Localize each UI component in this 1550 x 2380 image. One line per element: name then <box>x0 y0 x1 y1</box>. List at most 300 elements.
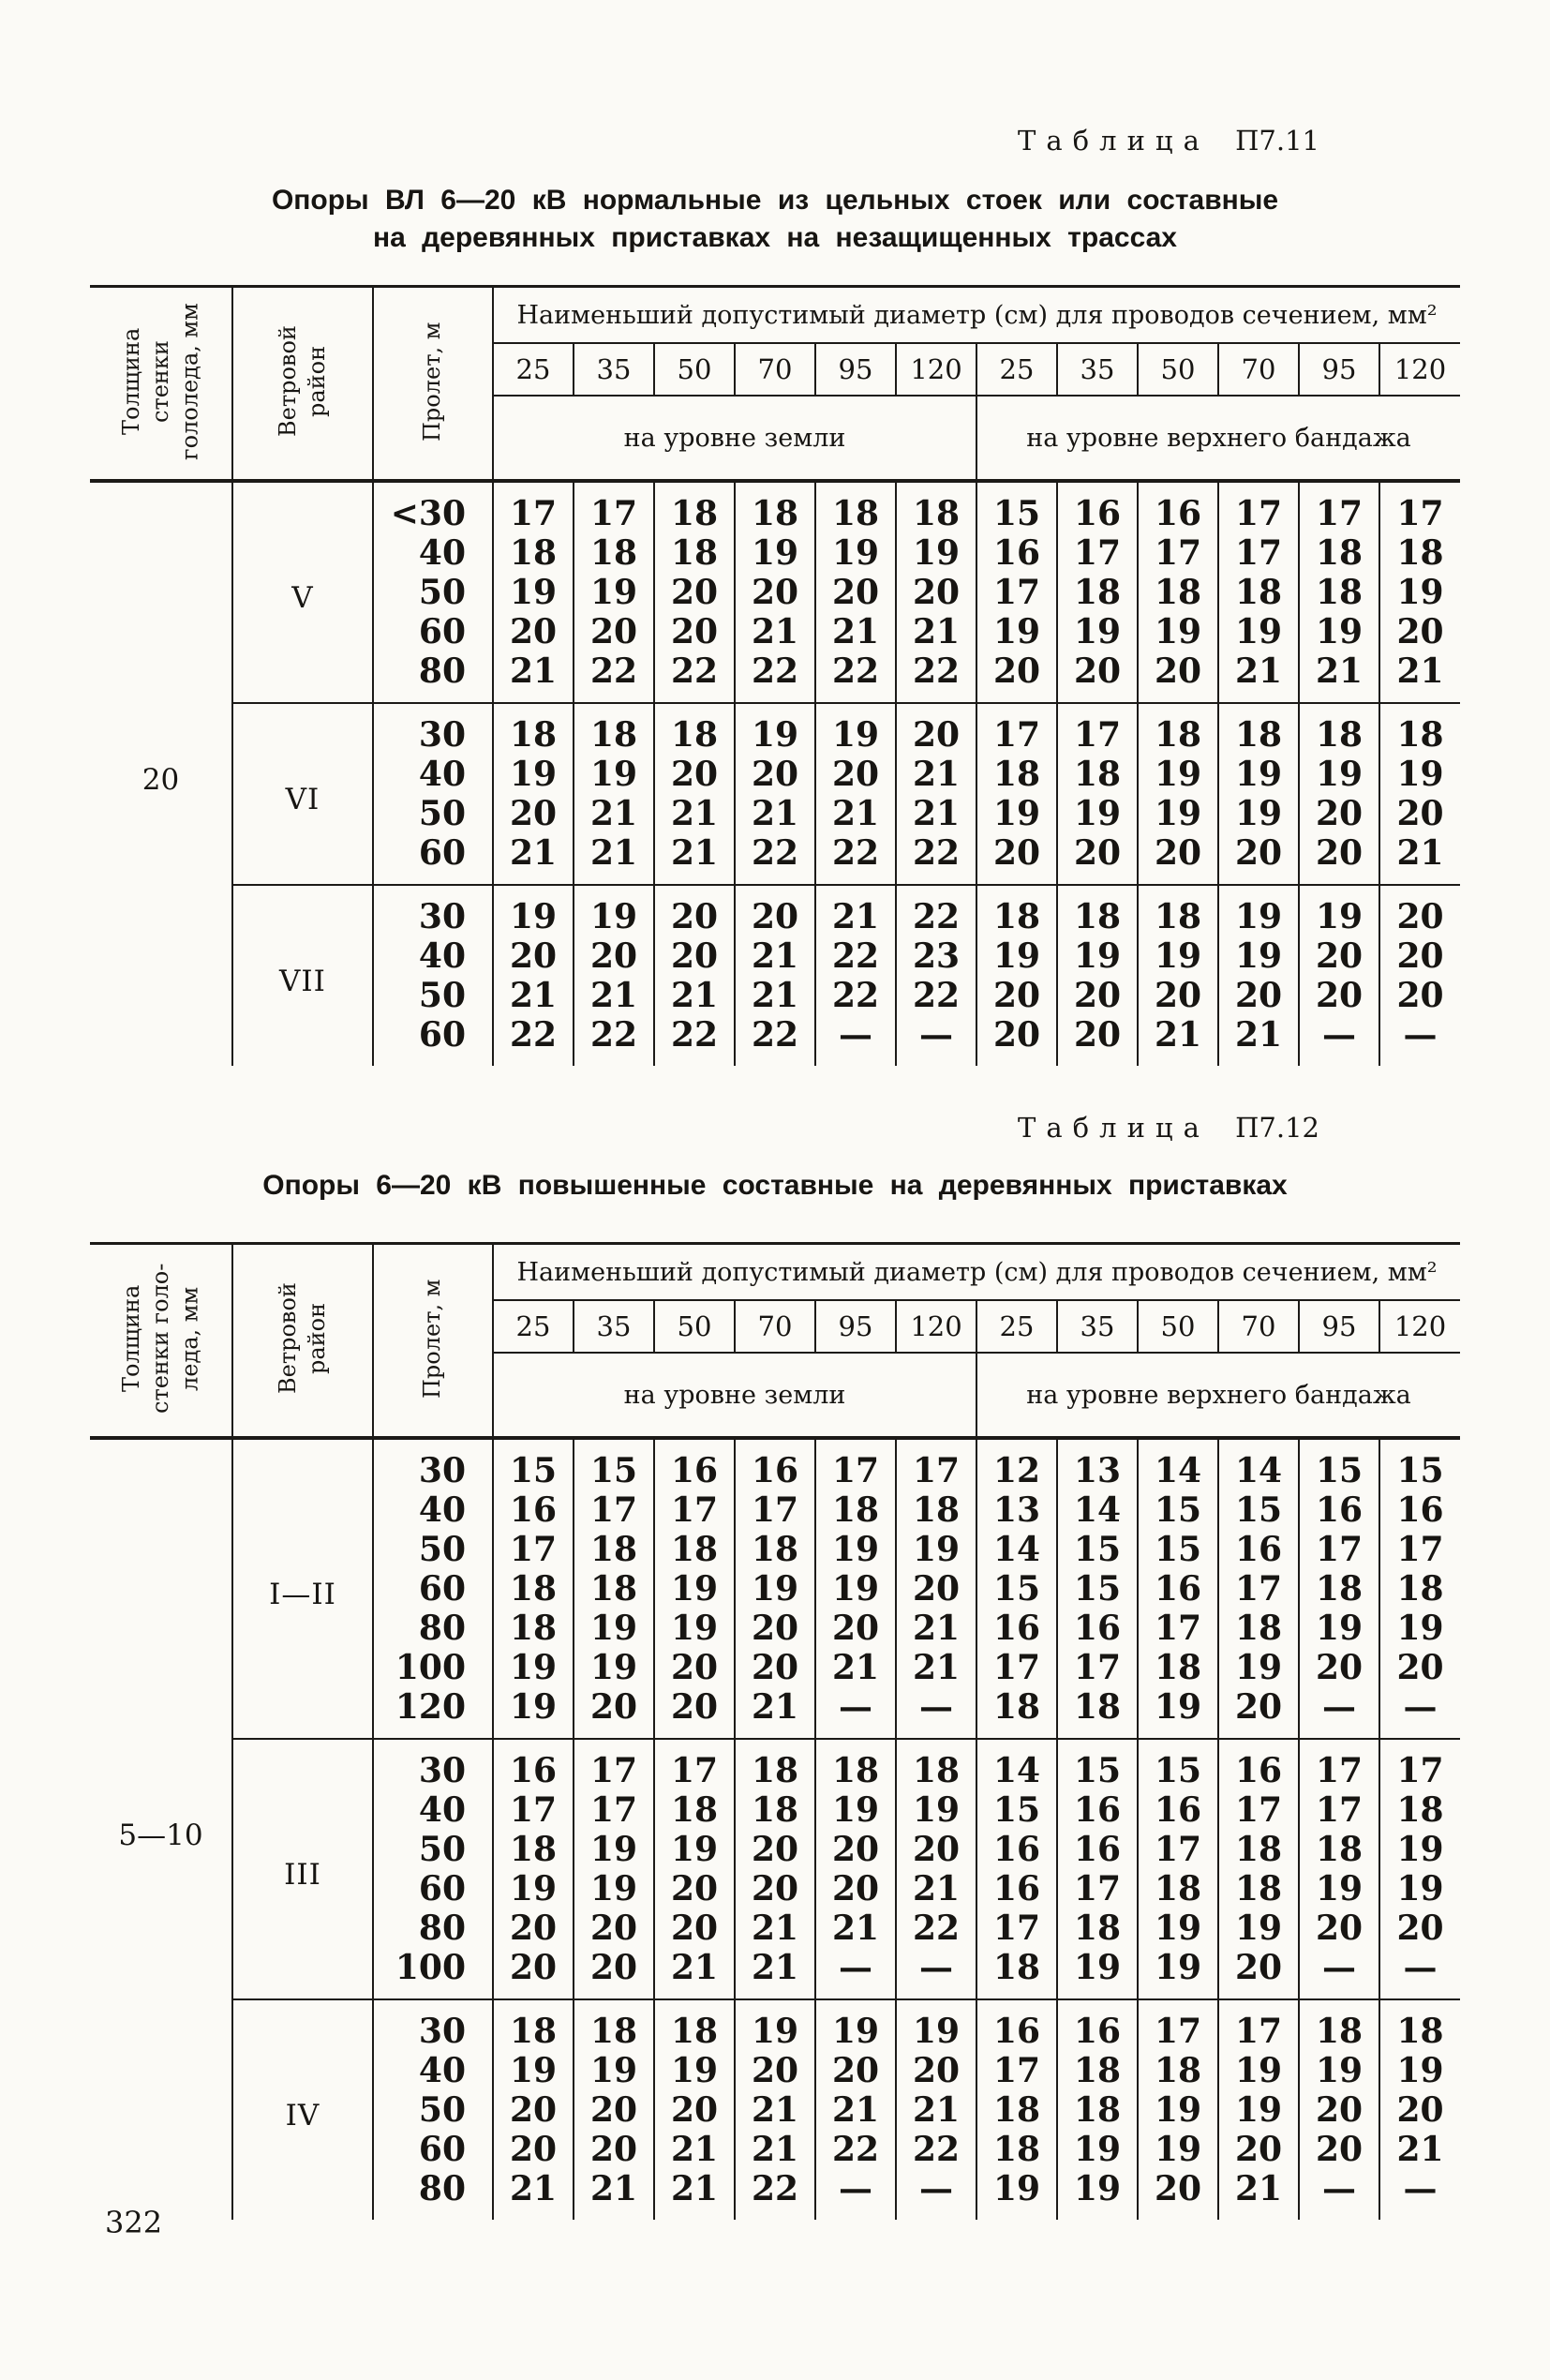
diameter-value: 19 <box>1299 755 1379 794</box>
diameter-value: 18 <box>493 533 574 573</box>
span-value: 50 <box>373 976 493 1015</box>
diameter-value: 17 <box>976 573 1057 612</box>
diameter-value: 17 <box>1218 1790 1299 1830</box>
diameter-value: 20 <box>1057 651 1138 703</box>
diameter-value: 21 <box>896 1869 976 1908</box>
diameter-value: 21 <box>735 936 815 976</box>
diameter-value: 22 <box>493 1015 574 1066</box>
col-header-diameter: Наименьший допустимый диаметр (см) для проводов сечением, мм² <box>493 287 1460 344</box>
diameter-value: 20 <box>896 1830 976 1869</box>
diameter-value: 17 <box>574 1490 654 1530</box>
diameter-value: 21 <box>1379 651 1460 703</box>
diameter-value: 20 <box>1379 885 1460 936</box>
diameter-value: 14 <box>1057 1490 1138 1530</box>
diameter-value: 19 <box>1138 936 1218 976</box>
table2-title <box>90 1167 1460 1205</box>
diameter-value: 17 <box>1138 533 1218 573</box>
span-value: 30 <box>373 703 493 755</box>
diameter-value: 20 <box>896 1569 976 1609</box>
diameter-value: 20 <box>735 1830 815 1869</box>
diameter-value: 17 <box>1138 1999 1218 2051</box>
diameter-value: 18 <box>1057 755 1138 794</box>
diameter-value: 20 <box>815 2051 896 2090</box>
size-header: 70 <box>1218 343 1299 396</box>
diameter-value: 19 <box>493 2051 574 2090</box>
diameter-value: 20 <box>574 936 654 976</box>
diameter-value: 18 <box>1057 2051 1138 2090</box>
diameter-value: 19 <box>1057 1948 1138 1999</box>
diameter-value: 15 <box>976 481 1057 533</box>
diameter-value: 20 <box>815 755 896 794</box>
diameter-value: 17 <box>1379 481 1460 533</box>
diameter-value: 22 <box>735 833 815 885</box>
span-value: 50 <box>373 794 493 833</box>
diameter-value: 19 <box>493 885 574 936</box>
table1-title <box>90 182 1460 257</box>
diameter-value: 21 <box>574 833 654 885</box>
diameter-value: 18 <box>1057 1908 1138 1948</box>
diameter-value: 18 <box>1138 1869 1218 1908</box>
diameter-value: 20 <box>1299 936 1379 976</box>
diameter-value: 18 <box>976 1948 1057 1999</box>
diameter-value: 18 <box>896 1739 976 1790</box>
diameter-value: 19 <box>574 573 654 612</box>
diameter-value: 18 <box>1379 703 1460 755</box>
diameter-value: 18 <box>1299 1569 1379 1609</box>
diameter-value: 17 <box>493 481 574 533</box>
diameter-value: 19 <box>735 533 815 573</box>
wind-region-value: VI <box>232 703 373 885</box>
diameter-value: 17 <box>1379 1739 1460 1790</box>
table2-label-number: П7.12 <box>1235 1112 1319 1144</box>
diameter-value: 19 <box>493 1648 574 1687</box>
diameter-value: 17 <box>1057 1869 1138 1908</box>
diameter-value: 21 <box>654 976 735 1015</box>
diameter-value: 22 <box>735 2169 815 2220</box>
diameter-value: 19 <box>1299 1869 1379 1908</box>
diameter-value: 20 <box>896 2051 976 2090</box>
diameter-value: — <box>1379 2169 1460 2220</box>
diameter-value: 17 <box>976 1908 1057 1948</box>
diameter-value: 18 <box>1379 1999 1460 2051</box>
diameter-value: 18 <box>574 1530 654 1569</box>
diameter-value: — <box>1299 2169 1379 2220</box>
diameter-value: 21 <box>735 1687 815 1739</box>
diameter-value: 20 <box>574 2130 654 2169</box>
diameter-value: 20 <box>1057 976 1138 1015</box>
diameter-value: 16 <box>976 533 1057 573</box>
diameter-value: 16 <box>1218 1530 1299 1569</box>
diameter-value: 19 <box>1138 2090 1218 2130</box>
diameter-value: 20 <box>1057 833 1138 885</box>
diameter-value: 20 <box>976 833 1057 885</box>
diameter-value: 18 <box>1218 1830 1299 1869</box>
diameter-value: 17 <box>1299 1790 1379 1830</box>
diameter-value: 19 <box>1379 1830 1460 1869</box>
diameter-value: 15 <box>976 1569 1057 1609</box>
span-value: 40 <box>373 1790 493 1830</box>
diameter-value: 21 <box>735 2090 815 2130</box>
col-header-wind-region: Ветровой район <box>232 1244 373 1439</box>
diameter-value: 18 <box>574 703 654 755</box>
diameter-value: 18 <box>1057 885 1138 936</box>
diameter-value: 20 <box>1138 651 1218 703</box>
diameter-value: 20 <box>735 885 815 936</box>
diameter-value: 18 <box>654 533 735 573</box>
diameter-value: 16 <box>1138 481 1218 533</box>
diameter-value: 21 <box>654 2169 735 2220</box>
diameter-value: 20 <box>1379 794 1460 833</box>
diameter-value: 15 <box>1057 1530 1138 1569</box>
diameter-value: 19 <box>1138 612 1218 651</box>
diameter-value: 22 <box>896 2130 976 2169</box>
diameter-value: 21 <box>654 794 735 833</box>
diameter-value: 19 <box>574 1830 654 1869</box>
diameter-value: 20 <box>574 1687 654 1739</box>
diameter-value: 18 <box>815 1739 896 1790</box>
diameter-value: 18 <box>574 1569 654 1609</box>
diameter-value: 21 <box>896 612 976 651</box>
size-header: 50 <box>654 1300 735 1353</box>
diameter-value: 18 <box>1379 1790 1460 1830</box>
diameter-value: 21 <box>896 794 976 833</box>
diameter-value: 20 <box>493 2090 574 2130</box>
diameter-value: 17 <box>815 1438 896 1490</box>
diameter-value: 21 <box>815 2090 896 2130</box>
span-value: 80 <box>373 2169 493 2220</box>
col-header-span: Пролет, м <box>373 1244 493 1439</box>
span-value: 60 <box>373 833 493 885</box>
diameter-value: 16 <box>1138 1790 1218 1830</box>
diameter-value: 18 <box>574 1999 654 2051</box>
diameter-value: 19 <box>1379 755 1460 794</box>
diameter-value: 19 <box>1218 1648 1299 1687</box>
diameter-value: 18 <box>1138 1648 1218 1687</box>
diameter-value: 18 <box>1057 1687 1138 1739</box>
diameter-value: 16 <box>976 1609 1057 1648</box>
table1-title-line1: Опоры ВЛ 6—20 кВ нормальные из цельных стоек или составные <box>271 185 1279 216</box>
diameter-value: 19 <box>815 1569 896 1609</box>
size-header: 95 <box>1299 1300 1379 1353</box>
diameter-value: 20 <box>735 2051 815 2090</box>
diameter-value: 19 <box>1379 2051 1460 2090</box>
diameter-value: 17 <box>1138 1609 1218 1648</box>
diameter-value: 20 <box>1299 833 1379 885</box>
col-header-diameter: Наименьший допустимый диаметр (см) для проводов сечением, мм² <box>493 1244 1460 1301</box>
diameter-value: 15 <box>1138 1530 1218 1569</box>
ice-thickness-value: 5—10 <box>90 1438 232 2220</box>
span-value: 30 <box>373 1438 493 1490</box>
diameter-value: 19 <box>1218 885 1299 936</box>
wind-region-value: I—II <box>232 1438 373 1739</box>
diameter-value: 15 <box>1057 1739 1138 1790</box>
diameter-value: 17 <box>654 1739 735 1790</box>
diameter-value: — <box>815 2169 896 2220</box>
span-value: 30 <box>373 1739 493 1790</box>
diameter-value: 17 <box>1057 1648 1138 1687</box>
table2-title-line1: Опоры 6—20 кВ повышенные составные на деревянных приставках <box>262 1170 1288 1201</box>
diameter-value: 15 <box>1057 1569 1138 1609</box>
diameter-value: 17 <box>1218 1569 1299 1609</box>
diameter-value: 19 <box>493 755 574 794</box>
diameter-value: 13 <box>976 1490 1057 1530</box>
span-value: 60 <box>373 2130 493 2169</box>
diameter-value: 22 <box>815 976 896 1015</box>
size-header: 120 <box>896 343 976 396</box>
diameter-value: 17 <box>1218 1999 1299 2051</box>
diameter-value: 16 <box>976 1830 1057 1869</box>
diameter-value: 17 <box>1218 481 1299 533</box>
diameter-value: 21 <box>493 833 574 885</box>
diameter-value: 20 <box>896 703 976 755</box>
diameter-value: 19 <box>574 2051 654 2090</box>
diameter-value: 18 <box>896 1490 976 1530</box>
diameter-value: 19 <box>1138 755 1218 794</box>
diameter-value: 21 <box>1138 1015 1218 1066</box>
diameter-value: 20 <box>1218 2130 1299 2169</box>
size-header: 120 <box>896 1300 976 1353</box>
diameter-value: 16 <box>493 1739 574 1790</box>
span-value: 50 <box>373 2090 493 2130</box>
diameter-value: 19 <box>493 1869 574 1908</box>
table1-label-number: П7.11 <box>1235 125 1319 157</box>
diameter-value: 22 <box>896 651 976 703</box>
diameter-value: 18 <box>493 703 574 755</box>
diameter-value: 19 <box>1379 1609 1460 1648</box>
diameter-value: 21 <box>574 2169 654 2220</box>
diameter-value: 17 <box>574 481 654 533</box>
diameter-value: 17 <box>1057 703 1138 755</box>
diameter-value: 19 <box>896 1530 976 1569</box>
group-header-upper-bandage: на уровне верхнего бандажа <box>976 396 1460 481</box>
diameter-value: 16 <box>735 1438 815 1490</box>
diameter-value: 21 <box>574 794 654 833</box>
diameter-value: 18 <box>493 1830 574 1869</box>
diameter-value: 18 <box>1218 1609 1299 1648</box>
diameter-value: 19 <box>735 703 815 755</box>
diameter-value: 20 <box>574 612 654 651</box>
diameter-value: 21 <box>574 976 654 1015</box>
diameter-value: 18 <box>735 1530 815 1569</box>
diameter-value: 20 <box>574 1908 654 1948</box>
diameter-value: 16 <box>1138 1569 1218 1609</box>
size-header: 70 <box>1218 1300 1299 1353</box>
span-value: 80 <box>373 651 493 703</box>
size-header: 120 <box>1379 1300 1460 1353</box>
col-header-ice-thickness: Толщина стенки гололеда, мм <box>117 303 203 460</box>
diameter-value: 16 <box>1379 1490 1460 1530</box>
diameter-value: 19 <box>1299 1609 1379 1648</box>
diameter-value: 15 <box>1218 1490 1299 1530</box>
diameter-value: 19 <box>1379 1869 1460 1908</box>
diameter-value: 20 <box>1218 976 1299 1015</box>
diameter-value: 21 <box>896 1609 976 1648</box>
size-header: 50 <box>654 343 735 396</box>
size-header: 25 <box>493 343 574 396</box>
diameter-value: 15 <box>976 1790 1057 1830</box>
diameter-value: 12 <box>976 1438 1057 1490</box>
diameter-value: 18 <box>1057 2090 1138 2130</box>
diameter-value: 20 <box>735 1648 815 1687</box>
diameter-value: 20 <box>815 1869 896 1908</box>
table1-title-line2: на деревянных приставках на незащищенных трассах <box>372 222 1177 253</box>
span-value: 40 <box>373 1490 493 1530</box>
diameter-value: 19 <box>493 1687 574 1739</box>
diameter-value: 18 <box>1379 533 1460 573</box>
diameter-value: 17 <box>1379 1530 1460 1569</box>
diameter-value: 19 <box>654 2051 735 2090</box>
span-value: 50 <box>373 1830 493 1869</box>
diameter-value: 17 <box>1299 1530 1379 1569</box>
diameter-value: 18 <box>1299 1830 1379 1869</box>
diameter-value: 20 <box>1299 1908 1379 1948</box>
diameter-value: 21 <box>1218 2169 1299 2220</box>
diameter-value: 18 <box>1299 573 1379 612</box>
span-value: 40 <box>373 755 493 794</box>
span-value: 80 <box>373 1908 493 1948</box>
diameter-value: 21 <box>815 794 896 833</box>
diameter-value: 20 <box>735 755 815 794</box>
diameter-value: 20 <box>976 976 1057 1015</box>
diameter-value: — <box>815 1687 896 1739</box>
diameter-value: 21 <box>735 612 815 651</box>
diameter-value: 22 <box>815 833 896 885</box>
diameter-value: 20 <box>815 1830 896 1869</box>
diameter-value: 21 <box>815 885 896 936</box>
span-value: 60 <box>373 1869 493 1908</box>
diameter-value: 16 <box>976 1869 1057 1908</box>
size-header: 50 <box>1138 1300 1218 1353</box>
diameter-value: 19 <box>1057 2130 1138 2169</box>
table2-label <box>90 1111 1460 1145</box>
diameter-value: 16 <box>1299 1490 1379 1530</box>
diameter-value: 22 <box>896 833 976 885</box>
diameter-value: 21 <box>654 2130 735 2169</box>
diameter-value: 20 <box>1379 1908 1460 1948</box>
diameter-value: 21 <box>654 833 735 885</box>
diameter-value: 19 <box>1057 612 1138 651</box>
diameter-value: 21 <box>896 2090 976 2130</box>
diameter-value: 20 <box>654 936 735 976</box>
span-value: 100 <box>373 1948 493 1999</box>
group-header-upper-bandage: на уровне верхнего бандажа <box>976 1353 1460 1438</box>
diameter-value: 19 <box>815 1530 896 1569</box>
diameter-value: 18 <box>735 1790 815 1830</box>
diameter-value: 18 <box>654 1999 735 2051</box>
diameter-value: 19 <box>1218 794 1299 833</box>
wind-region-value: III <box>232 1739 373 1999</box>
diameter-value: 17 <box>1218 533 1299 573</box>
diameter-value: 19 <box>896 1999 976 2051</box>
diameter-value: 16 <box>1057 481 1138 533</box>
span-value: 80 <box>373 1609 493 1648</box>
diameter-value: 18 <box>1138 573 1218 612</box>
span-value: 50 <box>373 573 493 612</box>
diameter-value: 19 <box>815 1999 896 2051</box>
col-header-ice-thickness: Толщина стенки голо-леда, мм <box>117 1263 203 1415</box>
diameter-value: 16 <box>1057 1830 1138 1869</box>
diameter-value: 17 <box>493 1530 574 1569</box>
diameter-value: 19 <box>1138 1948 1218 1999</box>
diameter-value: 20 <box>976 1015 1057 1066</box>
diameter-value: 18 <box>1299 703 1379 755</box>
diameter-value: 21 <box>735 1908 815 1948</box>
span-value: 60 <box>373 1015 493 1066</box>
diameter-value: — <box>815 1948 896 1999</box>
diameter-value: 21 <box>493 976 574 1015</box>
diameter-value: 20 <box>1379 612 1460 651</box>
diameter-value: 20 <box>735 573 815 612</box>
diameter-value: 20 <box>654 1908 735 1948</box>
diameter-value: 20 <box>896 573 976 612</box>
size-header: 25 <box>493 1300 574 1353</box>
diameter-value: 21 <box>1218 651 1299 703</box>
size-header: 25 <box>976 1300 1057 1353</box>
diameter-value: 18 <box>1218 703 1299 755</box>
diameter-value: — <box>1299 1015 1379 1066</box>
diameter-value: 22 <box>896 976 976 1015</box>
diameter-value: 20 <box>654 755 735 794</box>
size-header: 120 <box>1379 343 1460 396</box>
diameter-value: 19 <box>976 612 1057 651</box>
size-header: 35 <box>574 1300 654 1353</box>
diameter-value: 21 <box>896 1648 976 1687</box>
span-value: 50 <box>373 1530 493 1569</box>
diameter-value: 20 <box>654 885 735 936</box>
diameter-value: 20 <box>654 612 735 651</box>
diameter-value: 19 <box>1138 1908 1218 1948</box>
diameter-value: 14 <box>1138 1438 1218 1490</box>
diameter-value: 20 <box>493 794 574 833</box>
diameter-value: 19 <box>1218 1908 1299 1948</box>
diameter-value: 18 <box>654 1530 735 1569</box>
group-header-ground-level: на уровне земли <box>493 1353 976 1438</box>
span-value: 30 <box>373 885 493 936</box>
diameter-value: 19 <box>1138 1687 1218 1739</box>
diameter-value: 19 <box>815 703 896 755</box>
diameter-value: 19 <box>1057 794 1138 833</box>
diameter-value: 18 <box>654 481 735 533</box>
diameter-value: 17 <box>654 1490 735 1530</box>
diameter-value: 22 <box>815 651 896 703</box>
diameter-value: — <box>896 1948 976 1999</box>
diameter-value: 14 <box>976 1739 1057 1790</box>
diameter-value: 20 <box>1218 833 1299 885</box>
diameter-value: 18 <box>735 481 815 533</box>
diameter-value: 19 <box>1138 794 1218 833</box>
diameter-value: 21 <box>815 1648 896 1687</box>
diameter-value: 15 <box>493 1438 574 1490</box>
diameter-value: 20 <box>976 651 1057 703</box>
diameter-value: 22 <box>735 651 815 703</box>
diameter-value: 20 <box>493 612 574 651</box>
size-header: 35 <box>1057 343 1138 396</box>
size-header: 95 <box>815 1300 896 1353</box>
diameter-value: 16 <box>1057 1999 1138 2051</box>
diameter-value: 19 <box>976 2169 1057 2220</box>
size-header: 95 <box>815 343 896 396</box>
diameter-value: 18 <box>735 1739 815 1790</box>
size-header: 70 <box>735 1300 815 1353</box>
diameter-value: — <box>1379 1015 1460 1066</box>
diameter-value: 22 <box>896 1908 976 1948</box>
diameter-value: 19 <box>493 573 574 612</box>
diameter-value: 18 <box>654 703 735 755</box>
diameter-value: — <box>896 2169 976 2220</box>
table-p711 <box>90 285 1460 1066</box>
diameter-value: 16 <box>1218 1739 1299 1790</box>
diameter-value: 21 <box>735 1948 815 1999</box>
